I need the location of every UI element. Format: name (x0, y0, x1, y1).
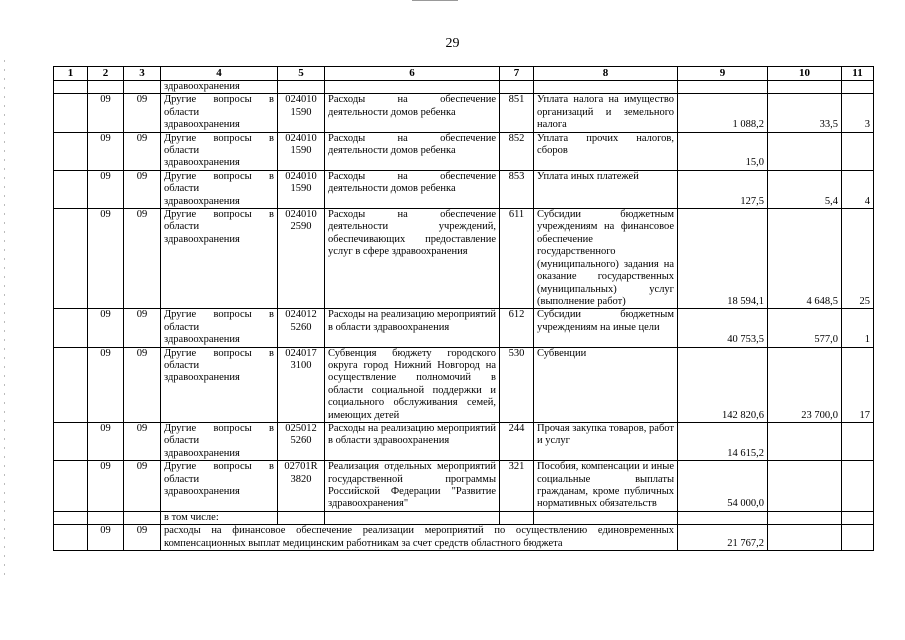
including-label: в том числе: (161, 511, 278, 524)
cell-amount-3: 1 (842, 309, 874, 347)
cell-subsection: 09 (124, 309, 161, 347)
cell-expense-type-name: Уплата налога на имущество организаций и земельного налога (534, 94, 678, 132)
including-row (54, 511, 874, 524)
cell-expense-name: Реализация отдельных мероприятий государственной программы Российской Федерации "Развитие здравоохранения" (325, 461, 500, 512)
cell-expense-type: 530 (500, 347, 534, 422)
header-cell: 2 (88, 67, 124, 81)
cell-c1 (54, 132, 88, 170)
header-row (54, 67, 874, 81)
cell-section: 09 (88, 94, 124, 132)
cell-description: Другие вопросы в области здравоохранения (161, 170, 278, 208)
cell-description: Другие вопросы в области здравоохранения (161, 209, 278, 309)
header-cell: 3 (124, 67, 161, 81)
cell-description: Другие вопросы в области здравоохранения (161, 309, 278, 347)
cell-amount-2: 4 648,5 (768, 209, 842, 309)
cell-expense-name: Расходы на обеспечение деятельности домов ребенка (325, 170, 500, 208)
cell-subsection: 09 (124, 132, 161, 170)
cell-expense-type-name: Субсидии бюджетным учреждениям на иные цели (534, 309, 678, 347)
cell-description: Другие вопросы в области здравоохранения (161, 422, 278, 460)
cell-target-code: 024010 2590 (278, 209, 325, 309)
header-cell: 5 (278, 67, 325, 81)
cell-expense-type-name: Пособия, компенсации и иные социальные выплаты гражданам, кроме публичных нормативных обязательств (534, 461, 678, 512)
cell-section: 09 (88, 525, 124, 551)
cell-target-code: 024010 1590 (278, 94, 325, 132)
table-row (54, 309, 874, 347)
cell-amount-3: 25 (842, 209, 874, 309)
cell-amount-2 (768, 461, 842, 512)
cell-amount-2 (768, 422, 842, 460)
final-row (54, 525, 874, 551)
cell-c1 (54, 461, 88, 512)
cell-expense-type-name: Прочая закупка товаров, работ и услуг (534, 422, 678, 460)
cell-c1 (54, 525, 88, 551)
cell-expense-name: Расходы на реализацию мероприятий в области здравоохранения (325, 422, 500, 460)
cell-target-code: 025012 5260 (278, 422, 325, 460)
cell-expense-type: 321 (500, 461, 534, 512)
header-cell: 11 (842, 67, 874, 81)
cell-subsection: 09 (124, 347, 161, 422)
cell-amount: 142 820,6 (678, 347, 768, 422)
cell-c1 (54, 209, 88, 309)
cell-amount: 127,5 (678, 170, 768, 208)
table-row (54, 94, 874, 132)
cell-amount: 18 594,1 (678, 209, 768, 309)
cell-target-code: 024010 1590 (278, 170, 325, 208)
cell-target-code: 024012 5260 (278, 309, 325, 347)
cell-expense-name: Расходы на обеспечение деятельности домов ребенка (325, 132, 500, 170)
cell-description: Другие вопросы в области здравоохранения (161, 347, 278, 422)
cell-section: 09 (88, 347, 124, 422)
cell-c1 (54, 170, 88, 208)
cell-expense-type: 853 (500, 170, 534, 208)
cell-expense-type: 851 (500, 94, 534, 132)
cell-amount-3 (842, 461, 874, 512)
header-cell: 4 (161, 67, 278, 81)
cell-expense-type: 244 (500, 422, 534, 460)
final-row-text: расходы на финансовое обеспечение реализации мероприятий по осуществлению единовременных компенсационных выплат медицинским работникам за счет средств областного бюджета (161, 525, 678, 551)
header-cell: 10 (768, 67, 842, 81)
cell-amount-2 (768, 525, 842, 551)
table-row (54, 209, 874, 309)
cell-section: 09 (88, 309, 124, 347)
cell-c1 (54, 347, 88, 422)
header-cell: 7 (500, 67, 534, 81)
table-row (54, 132, 874, 170)
top-edge-mark (412, 0, 458, 4)
continuation-text: здравоохранения (161, 81, 278, 94)
cell-expense-type-name: Уплата иных платежей (534, 170, 678, 208)
header-cell: 6 (325, 67, 500, 81)
table-row (54, 170, 874, 208)
cell-expense-type: 611 (500, 209, 534, 309)
cell-target-code: 02701R 3820 (278, 461, 325, 512)
header-cell: 1 (54, 67, 88, 81)
cell-amount: 14 615,2 (678, 422, 768, 460)
budget-table (53, 66, 874, 551)
cell-amount-3: 4 (842, 170, 874, 208)
cell-subsection: 09 (124, 94, 161, 132)
cell-amount-3 (842, 525, 874, 551)
cell-subsection: 09 (124, 422, 161, 460)
cell-c1 (54, 422, 88, 460)
cell-expense-name: Расходы на реализацию мероприятий в области здравоохранения (325, 309, 500, 347)
cell-amount-2 (768, 132, 842, 170)
cell-description: Другие вопросы в области здравоохранения (161, 461, 278, 512)
header-cell: 9 (678, 67, 768, 81)
cell-amount-2: 33,5 (768, 94, 842, 132)
cell-subsection: 09 (124, 461, 161, 512)
cell-amount-3: 17 (842, 347, 874, 422)
cell-description: Другие вопросы в области здравоохранения (161, 94, 278, 132)
cell-target-code: 024017 3100 (278, 347, 325, 422)
binding-edge (4, 60, 5, 580)
cell-subsection: 09 (124, 209, 161, 309)
cell-description: Другие вопросы в области здравоохранения (161, 132, 278, 170)
cell-expense-type-name: Субсидии бюджетным учреждениям на финансовое обеспечение государственного (муниципального) задания на оказание государственных (муниципальных) услуг (выполнение работ) (534, 209, 678, 309)
table-row (54, 347, 874, 422)
cell-amount-3: 3 (842, 94, 874, 132)
cell-section: 09 (88, 170, 124, 208)
cell-c1 (54, 94, 88, 132)
cell-amount-3 (842, 422, 874, 460)
cell-expense-name: Расходы на обеспечение деятельности домов ребенка (325, 94, 500, 132)
cell-subsection: 09 (124, 525, 161, 551)
cell-section: 09 (88, 422, 124, 460)
cell-section: 09 (88, 132, 124, 170)
table-row (54, 422, 874, 460)
page-number: 29 (445, 36, 460, 51)
cell-subsection: 09 (124, 170, 161, 208)
cell-amount: 1 088,2 (678, 94, 768, 132)
cell-section: 09 (88, 209, 124, 309)
cell-expense-name: Субвенция бюджету городского округа город Нижний Новгород на осуществление полномочий в области социальной поддержки и социального обслуживания семей, имеющих детей (325, 347, 500, 422)
continuation-row (54, 81, 874, 94)
cell-expense-type: 852 (500, 132, 534, 170)
cell-c1 (54, 309, 88, 347)
cell-amount-2: 23 700,0 (768, 347, 842, 422)
cell-section: 09 (88, 461, 124, 512)
cell-expense-name: Расходы на обеспечение деятельности учреждений, обеспечивающих предоставление услуг в сфере здравоохранения (325, 209, 500, 309)
cell-expense-type-name: Субвенции (534, 347, 678, 422)
cell-target-code: 024010 1590 (278, 132, 325, 170)
cell-amount-3 (842, 132, 874, 170)
cell-expense-type: 612 (500, 309, 534, 347)
cell-amount-2: 577,0 (768, 309, 842, 347)
table-row (54, 461, 874, 512)
cell-amount: 15,0 (678, 132, 768, 170)
cell-amount: 54 000,0 (678, 461, 768, 512)
header-cell: 8 (534, 67, 678, 81)
cell-amount: 21 767,2 (678, 525, 768, 551)
cell-expense-type-name: Уплата прочих налогов, сборов (534, 132, 678, 170)
cell-amount-2: 5,4 (768, 170, 842, 208)
cell-amount: 40 753,5 (678, 309, 768, 347)
